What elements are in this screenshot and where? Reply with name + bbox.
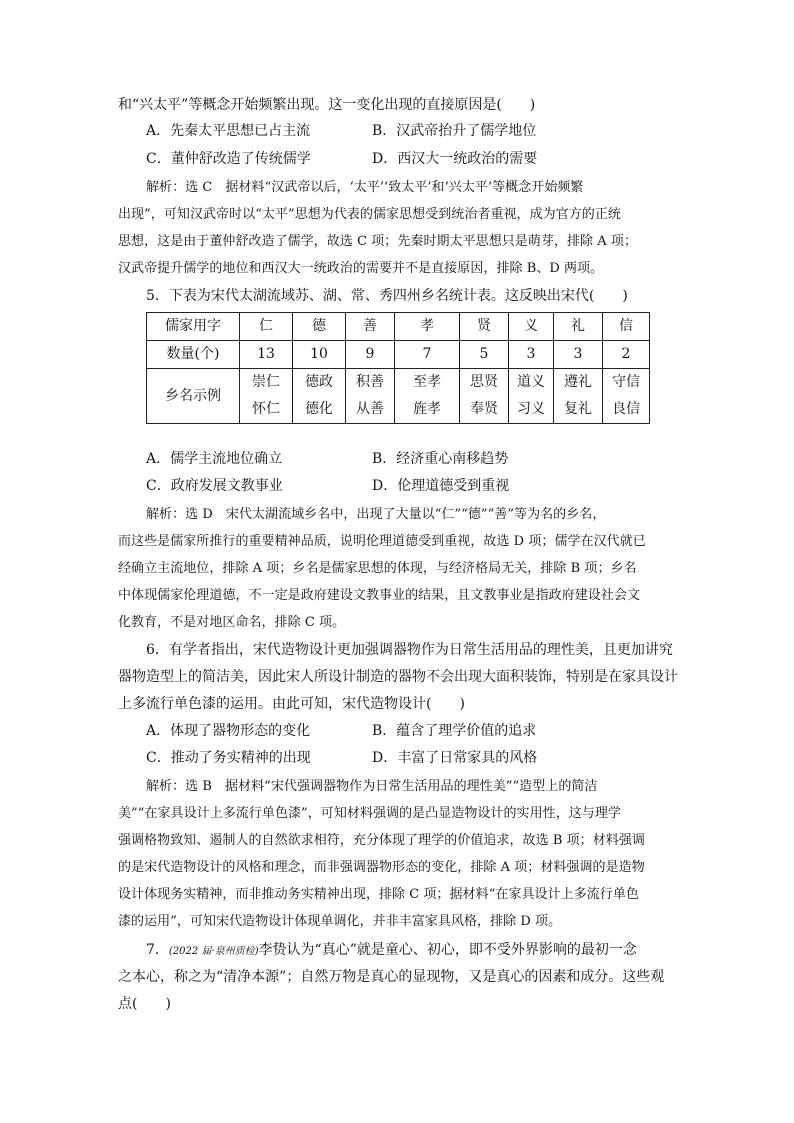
table-cell xyxy=(509,369,554,424)
q5-analysis-line: 化教育，不是对地区命名，排除 C 项。 xyxy=(118,615,346,630)
example-bottom: 习义 xyxy=(517,401,545,417)
q4-stem: 和“兴太平”等概念开始频繁出现。这一变化出现的直接原因是( ) xyxy=(118,97,536,113)
q5-table xyxy=(146,312,650,424)
example-top: 守信 xyxy=(612,374,640,390)
q6-analysis-line: 的是宋代造物设计的风格和理念，而非强调器物形态的变化，排除 A 项；材料强调的是造物 xyxy=(118,860,645,875)
table-cell xyxy=(293,369,346,424)
table-cell: 礼 xyxy=(554,313,603,341)
table-cell: 3 xyxy=(554,341,603,369)
table-row xyxy=(147,313,650,341)
q7-stem-line: 点( ) xyxy=(118,996,171,1012)
table-cell: 5 xyxy=(460,341,509,369)
q6-analysis-line: 美”“在家具设计上多流行单色漆”，可知材料强调的是凸显造物设计的实用性，这与理学 xyxy=(118,806,621,821)
q6-option-b: B．蕴含了理学价值的追求 xyxy=(372,723,537,739)
table-cell: 孝 xyxy=(395,313,460,341)
example-top: 崇仁 xyxy=(252,374,280,390)
table-cell: 2 xyxy=(603,341,650,369)
example-bottom: 从善 xyxy=(356,401,384,417)
table-cell xyxy=(346,369,395,424)
example-bottom: 良信 xyxy=(612,401,640,417)
example-top: 至孝 xyxy=(413,374,441,390)
table-cell: 9 xyxy=(346,341,395,369)
q6-option-a: A．体现了器物形态的变化 xyxy=(146,723,311,739)
q4-option-b: B．汉武帝抬升了儒学地位 xyxy=(372,123,537,139)
table-count-label: 数量(个) xyxy=(147,341,240,369)
q6-option-d: D．丰富了日常家具的风格 xyxy=(372,750,538,766)
example-bottom: 复礼 xyxy=(564,401,592,417)
table-cell: 10 xyxy=(293,341,346,369)
q6-stem-line: 器物造型上的简洁美，因此宋人所设计制造的器物不会出现大面积装饰，特别是在家具设计 xyxy=(118,669,678,685)
table-cell: 善 xyxy=(346,313,395,341)
table-cell xyxy=(554,369,603,424)
table-cell: 信 xyxy=(603,313,650,341)
table-cell xyxy=(240,369,293,424)
table-cell: 贤 xyxy=(460,313,509,341)
table-header-label: 儒家用字 xyxy=(147,313,240,341)
example-bottom: 奉贤 xyxy=(470,401,498,417)
example-top: 德政 xyxy=(305,374,333,390)
q5-stem: 5．下表为宋代太湖流域苏、湖、常、秀四州乡名统计表。这反映出宋代( ) xyxy=(146,288,628,304)
q6-analysis-line: 漆的运用”，可知宋代造物设计体现单调化，并非丰富家具风格，排除 D 项。 xyxy=(118,914,562,929)
q5-analysis-line: 中体现儒家伦理道德，不一定是政府建设文教事业的结果，且文教事业是指政府建设社会文 xyxy=(118,588,641,603)
q5-analysis-line: 解析：选 D 宋代太湖流域乡名中，出现了大量以“仁”“德”“善”等为名的乡名， xyxy=(146,507,606,522)
q5-option-a: A．儒学主流地位确立 xyxy=(146,451,283,467)
example-top: 思贤 xyxy=(470,374,498,390)
example-bottom: 德化 xyxy=(305,401,333,417)
q5-option-c: C．政府发展文教事业 xyxy=(146,478,283,494)
table-cell: 7 xyxy=(395,341,460,369)
table-cell: 德 xyxy=(293,313,346,341)
q4-option-d: D．西汉大一统政治的需要 xyxy=(372,151,538,167)
table-cell xyxy=(395,369,460,424)
q4-analysis-line: 汉武帝提升儒学的地位和西汉大一统政治的需要并不是直接原因，排除 B、D 两项。 xyxy=(118,261,604,276)
q7-stem-text: 李贽认为“真心”就是童心、初心，即不受外界影响的最初一念 xyxy=(258,942,637,958)
table-cell: 13 xyxy=(240,341,293,369)
q7-stem-line xyxy=(146,937,637,965)
table-row xyxy=(147,369,650,424)
table-cell: 3 xyxy=(509,341,554,369)
table-example-label: 乡名示例 xyxy=(147,369,240,424)
example-top: 遵礼 xyxy=(564,374,592,390)
q4-option-c: C．董仲舒改造了传统儒学 xyxy=(146,151,311,167)
q6-analysis-line: 强调格物致知、遏制人的自然欲求相符，充分体现了理学的价值追求，故选 B 项；材料强调 xyxy=(118,833,645,848)
q6-stem-line: 上多流行单色漆的运用。由此可知，宋代造物设计( ) xyxy=(118,696,465,712)
example-bottom: 怀仁 xyxy=(252,401,280,417)
q4-option-a: A．先秦太平思想已占主流 xyxy=(146,123,311,139)
table-cell xyxy=(603,369,650,424)
example-top: 积善 xyxy=(356,374,384,390)
q6-analysis-line: 解析：选 B 据材料“宋代强调器物作为日常生活用品的理性美”“造型上的简洁 xyxy=(146,779,598,794)
example-top: 道义 xyxy=(517,374,545,390)
q6-analysis-line: 设计体现务实精神，而非推动务实精神出现，排除 C 项；据材料“在家具设计上多流行单色 xyxy=(118,887,639,902)
table-cell: 仁 xyxy=(240,313,293,341)
table-row xyxy=(147,341,650,369)
q5-analysis-line: 经确立主流地位，排除 A 项；乡名是儒家思想的体现，与经济格局无关，排除 B 项；乡名 xyxy=(118,561,637,576)
table-cell xyxy=(460,369,509,424)
q5-option-d: D．伦理道德受到重视 xyxy=(372,478,510,494)
q7-number: 7． xyxy=(146,942,169,958)
q4-analysis-line: 出现”，可知汉武帝时以“太平”思想为代表的儒家思想受到统治者重视，成为官方的正统 xyxy=(118,207,621,222)
q5-analysis-line: 而这些是儒家所推行的重要精神品质，说明伦理道德受到重视，故选 D 项；儒学在汉代就已 xyxy=(118,534,646,549)
table-cell: 义 xyxy=(509,313,554,341)
q6-stem-line: 6．有学者指出，宋代造物设计更加强调器物作为日常生活用品的理性美，且更加讲究 xyxy=(146,642,673,658)
example-bottom: 旌孝 xyxy=(413,401,441,417)
q6-option-c: C．推动了务实精神的出现 xyxy=(146,750,311,766)
q7-source-tag: (2022 届·泉州质检) xyxy=(168,946,259,957)
q5-option-b: B．经济重心南移趋势 xyxy=(372,451,509,467)
q4-analysis-line: 思想，这是由于董仲舒改造了儒学，故选 C 项；先秦时期太平思想只是萌芽，排除 A 项； xyxy=(118,234,638,249)
q4-analysis-line: 解析：选 C 据材料“汉武帝以后，‘太平’‘致太平’和‘兴太平’等概念开始频繁 xyxy=(146,180,584,195)
q7-stem-line: 之本心，称之为“清净本源”；自然万物是真心的显现物，又是真心的因素和成分。这些观 xyxy=(118,969,665,985)
